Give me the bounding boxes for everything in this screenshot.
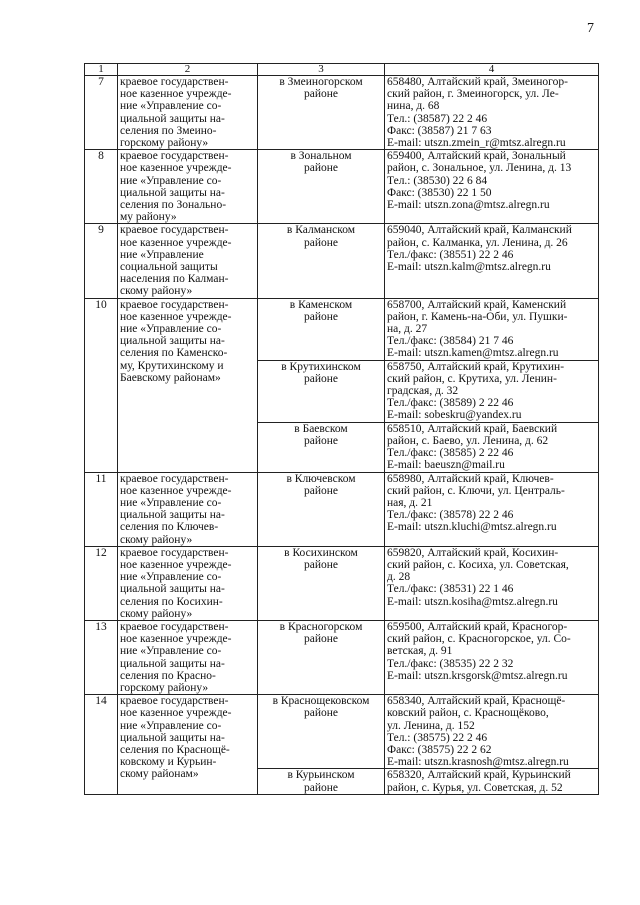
- district-cell: [258, 360, 385, 422]
- row-number: 11: [85, 472, 118, 546]
- row-number: 12: [85, 546, 118, 620]
- district-line: районе: [303, 484, 339, 497]
- address-line: 659400, Алтайский край, Зональный: [387, 150, 566, 163]
- institution-name-line: циальной защиты на-: [120, 186, 225, 199]
- table-header-row: [85, 64, 599, 76]
- column-header: 2: [118, 64, 258, 76]
- institution-name-line: ние «Управление со-: [120, 100, 222, 113]
- address-line: ский район, г. Змеиногорск, ул. Ле-: [387, 88, 559, 101]
- district-cell: [258, 224, 385, 298]
- district-line: в Красногорском: [279, 620, 363, 633]
- address-line: район, г. Камень-на-Оби, ул. Пушки-: [387, 310, 568, 323]
- column-header: 1: [85, 64, 118, 76]
- address-line: 658700, Алтайский край, Каменский: [387, 298, 567, 311]
- district-line: в Змеиногорском: [279, 76, 363, 88]
- table-row: [85, 76, 599, 150]
- address-cell: [385, 546, 599, 620]
- district-line: в Краснощековском: [272, 695, 370, 708]
- address-line: ский район, с. Крутиха, ул. Ленин-: [387, 372, 557, 385]
- address-line: ский район, с. Красногорское, ул. Со-: [387, 633, 571, 646]
- institution-name: [118, 76, 258, 150]
- column-header: 4: [385, 64, 599, 76]
- row-number: 8: [85, 150, 118, 224]
- district-line: районе: [303, 707, 339, 720]
- institution-name-line: Баевскому районам»: [120, 371, 221, 384]
- address-line: 659040, Алтайский край, Калманский: [387, 224, 572, 237]
- row-number: 10: [85, 298, 118, 472]
- address-line: ковский район, с. Краснощёково,: [387, 707, 549, 720]
- institution-name-line: ное казенное учрежде-: [120, 707, 232, 720]
- district-cell: [258, 422, 385, 472]
- email-line: E-mail: utszn.kamen@mtsz.alregn.ru: [387, 347, 559, 360]
- address-line: 658320, Алтайский край, Курьинский: [387, 769, 571, 782]
- institution-name: [118, 298, 258, 472]
- institution-name-line: краевое государствен-: [120, 546, 229, 559]
- institution-name-line: краевое государствен-: [120, 76, 229, 88]
- district-line: районе: [303, 310, 339, 323]
- address-line: Факс: (38530) 22 1 50: [387, 186, 492, 199]
- institution-name-line: селения по Косихин-: [120, 595, 223, 608]
- institution-name: [118, 150, 258, 224]
- address-line: район, с. Баево, ул. Ленина, д. 62: [387, 434, 549, 447]
- institution-name-line: краевое государствен-: [120, 224, 229, 237]
- institution-name-line: ное казенное учрежде-: [120, 633, 232, 646]
- address-line: Тел.: (38530) 22 6 84: [387, 174, 488, 187]
- address-line: на, д. 27: [387, 323, 428, 336]
- email-line: E-mail: utszn.krasnosh@mtsz.alregn.ru: [387, 756, 569, 769]
- table-row: [85, 224, 599, 298]
- institution-name-line: ние «Управление со-: [120, 323, 222, 336]
- district-line: районе: [303, 88, 339, 101]
- address-line: Тел./факс: (38535) 22 2 32: [387, 657, 514, 670]
- district-cell: [258, 695, 385, 769]
- district-line: в Каменском: [289, 298, 353, 311]
- address-line: Тел./факс: (38551) 22 2 46: [387, 248, 514, 261]
- page-number: 7: [587, 21, 594, 36]
- institution-name-line: ние «Управление: [120, 248, 204, 261]
- district-cell: [258, 76, 385, 150]
- district-line: районе: [303, 162, 339, 175]
- table-row: [85, 695, 599, 769]
- address-line: Тел./факс: (38578) 22 2 46: [387, 509, 514, 522]
- address-line: 658980, Алтайский край, Ключев-: [387, 472, 554, 485]
- district-line: районе: [303, 372, 339, 385]
- district-cell: [258, 298, 385, 360]
- institution-name-line: краевое государствен-: [120, 620, 229, 633]
- address-cell: [385, 472, 599, 546]
- institution-name-line: скому району»: [120, 607, 193, 620]
- district-line: районе: [303, 434, 339, 447]
- institution-name-line: ние «Управление со-: [120, 719, 222, 732]
- institution-name-line: краевое государствен-: [120, 150, 229, 163]
- address-line: 658480, Алтайский край, Змеиногор-: [387, 76, 568, 88]
- institution-name-line: циальной защиты на-: [120, 509, 225, 522]
- district-cell: [258, 150, 385, 224]
- institution-name-line: краевое государствен-: [120, 695, 229, 708]
- offices-table: [84, 63, 599, 795]
- institution-name-line: ние «Управление со-: [120, 174, 222, 187]
- address-line: ная, д. 21: [387, 496, 433, 509]
- address-line: 658340, Алтайский край, Краснощё-: [387, 695, 566, 708]
- table-row: [85, 620, 599, 694]
- institution-name-line: скому району»: [120, 533, 193, 546]
- institution-name-line: селения по Зонально-: [120, 199, 227, 212]
- institution-name-line: ное казенное учрежде-: [120, 484, 232, 497]
- institution-name-line: циальной защиты на-: [120, 583, 225, 596]
- institution-name-line: селения по Каменско-: [120, 347, 228, 360]
- district-line: районе: [303, 558, 339, 571]
- institution-name-line: ное казенное учрежде-: [120, 558, 232, 571]
- address-line: Тел./факс: (38584) 21 7 46: [387, 335, 514, 348]
- row-number: 14: [85, 695, 118, 795]
- email-line: E-mail: utszn.kluchi@mtsz.alregn.ru: [387, 521, 557, 534]
- address-line: Факс: (38587) 21 7 63: [387, 124, 492, 137]
- address-line: Тел./факс: (38589) 2 22 46: [387, 397, 514, 410]
- institution-name: [118, 695, 258, 795]
- institution-name-line: ние «Управление со-: [120, 571, 222, 584]
- table-row: [85, 298, 599, 360]
- row-number: 7: [85, 76, 118, 150]
- address-line: ский район, с. Косиха, ул. Советская,: [387, 558, 569, 571]
- table-row: [85, 150, 599, 224]
- address-line: нина, д. 68: [387, 100, 440, 113]
- institution-name-line: циальной защиты на-: [120, 112, 225, 125]
- institution-name-line: циальной защиты на-: [120, 335, 225, 348]
- address-cell: [385, 76, 599, 150]
- table-row: [85, 472, 599, 546]
- address-line: д. 28: [387, 571, 411, 584]
- district-line: в Курьинском: [287, 769, 355, 782]
- institution-name-line: горскому району»: [120, 681, 209, 694]
- address-cell: [385, 769, 599, 794]
- district-cell: [258, 620, 385, 694]
- address-cell: [385, 695, 599, 769]
- district-cell: [258, 546, 385, 620]
- institution-name-line: му району»: [120, 211, 177, 224]
- address-line: 658510, Алтайский край, Баевский: [387, 422, 558, 435]
- district-line: районе: [303, 781, 339, 794]
- address-cell: [385, 150, 599, 224]
- address-line: Тел.: (38575) 22 2 46: [387, 731, 488, 744]
- email-line: E-mail: baeuszn@mail.ru: [387, 459, 505, 472]
- district-line: в Крутихинском: [281, 360, 361, 373]
- address-line: ветская, д. 91: [387, 645, 453, 658]
- address-line: 658750, Алтайский край, Крутихин-: [387, 360, 565, 373]
- institution-name-line: му, Крутихинскому и: [120, 359, 224, 372]
- district-line: в Зональном: [290, 150, 352, 163]
- district-line: районе: [303, 633, 339, 646]
- institution-name-line: селения по Краснощё-: [120, 743, 230, 756]
- institution-name-line: селения по Змеино-: [120, 124, 217, 137]
- institution-name-line: социальной защиты: [120, 261, 218, 274]
- email-line: E-mail: sobeskru@yandex.ru: [387, 409, 522, 422]
- district-line: в Баевском: [294, 422, 348, 435]
- district-line: в Косихинском: [284, 546, 358, 559]
- address-line: градская, д. 32: [387, 385, 459, 398]
- institution-name-line: скому району»: [120, 285, 193, 298]
- address-line: Факс: (38575) 22 2 62: [387, 743, 492, 756]
- address-cell: [385, 298, 599, 360]
- row-number: 9: [85, 224, 118, 298]
- email-line: E-mail: utszn.kalm@mtsz.alregn.ru: [387, 261, 551, 274]
- address-cell: [385, 620, 599, 694]
- row-number: 13: [85, 620, 118, 694]
- institution-name-line: ние «Управление со-: [120, 496, 222, 509]
- institution-name-line: ное казенное учрежде-: [120, 236, 232, 249]
- institution-name-line: ное казенное учрежде-: [120, 88, 232, 101]
- email-line: E-mail: utszn.zona@mtsz.alregn.ru: [387, 199, 550, 212]
- address-line: 659820, Алтайский край, Косихин-: [387, 546, 559, 559]
- column-header: 3: [258, 64, 385, 76]
- institution-name-line: циальной защиты на-: [120, 657, 225, 670]
- email-line: E-mail: utszn.krsgorsk@mtsz.alregn.ru: [387, 669, 568, 682]
- address-cell: [385, 422, 599, 472]
- address-cell: [385, 360, 599, 422]
- institution-name: [118, 472, 258, 546]
- address-line: район, с. Калманка, ул. Ленина, д. 26: [387, 236, 568, 249]
- institution-name: [118, 224, 258, 298]
- address-cell: [385, 224, 599, 298]
- institution-name-line: циальной защиты на-: [120, 731, 225, 744]
- institution-name-line: скому районам»: [120, 768, 199, 781]
- district-cell: [258, 472, 385, 546]
- address-line: ул. Ленина, д. 152: [387, 719, 475, 732]
- address-line: Тел.: (38587) 22 2 46: [387, 112, 488, 125]
- address-line: 659500, Алтайский край, Красногор-: [387, 620, 568, 633]
- institution-name-line: ное казенное учрежде-: [120, 310, 232, 323]
- address-line: район, с. Курья, ул. Советская, д. 52: [387, 781, 563, 794]
- district-line: районе: [303, 236, 339, 249]
- institution-name-line: ковскому и Курьин-: [120, 756, 217, 769]
- district-line: в Ключевском: [286, 472, 356, 485]
- address-line: район, с. Зональное, ул. Ленина, д. 13: [387, 162, 572, 175]
- district-cell: [258, 769, 385, 794]
- institution-name-line: ние «Управление со-: [120, 645, 222, 658]
- email-line: E-mail: utszn.zmein_r@mtsz.alregn.ru: [387, 137, 566, 150]
- address-line: Тел./факс: (38585) 2 22 46: [387, 447, 514, 460]
- institution-name-line: краевое государствен-: [120, 472, 229, 485]
- institution-name-line: ное казенное учрежде-: [120, 162, 232, 175]
- address-line: Тел./факс: (38531) 22 1 46: [387, 583, 514, 596]
- institution-name-line: краевое государствен-: [120, 298, 229, 311]
- table-row: [85, 546, 599, 620]
- email-line: E-mail: utszn.kosiha@mtsz.alregn.ru: [387, 595, 558, 608]
- institution-name-line: горскому району»: [120, 137, 209, 150]
- institution-name: [118, 546, 258, 620]
- institution-name: [118, 620, 258, 694]
- address-line: ский район, с. Ключи, ул. Централь-: [387, 484, 565, 497]
- institution-name-line: селения по Ключев-: [120, 521, 219, 534]
- institution-name-line: населения по Калман-: [120, 273, 229, 286]
- institution-name-line: селения по Красно-: [120, 669, 216, 682]
- district-line: в Калманском: [286, 224, 356, 237]
